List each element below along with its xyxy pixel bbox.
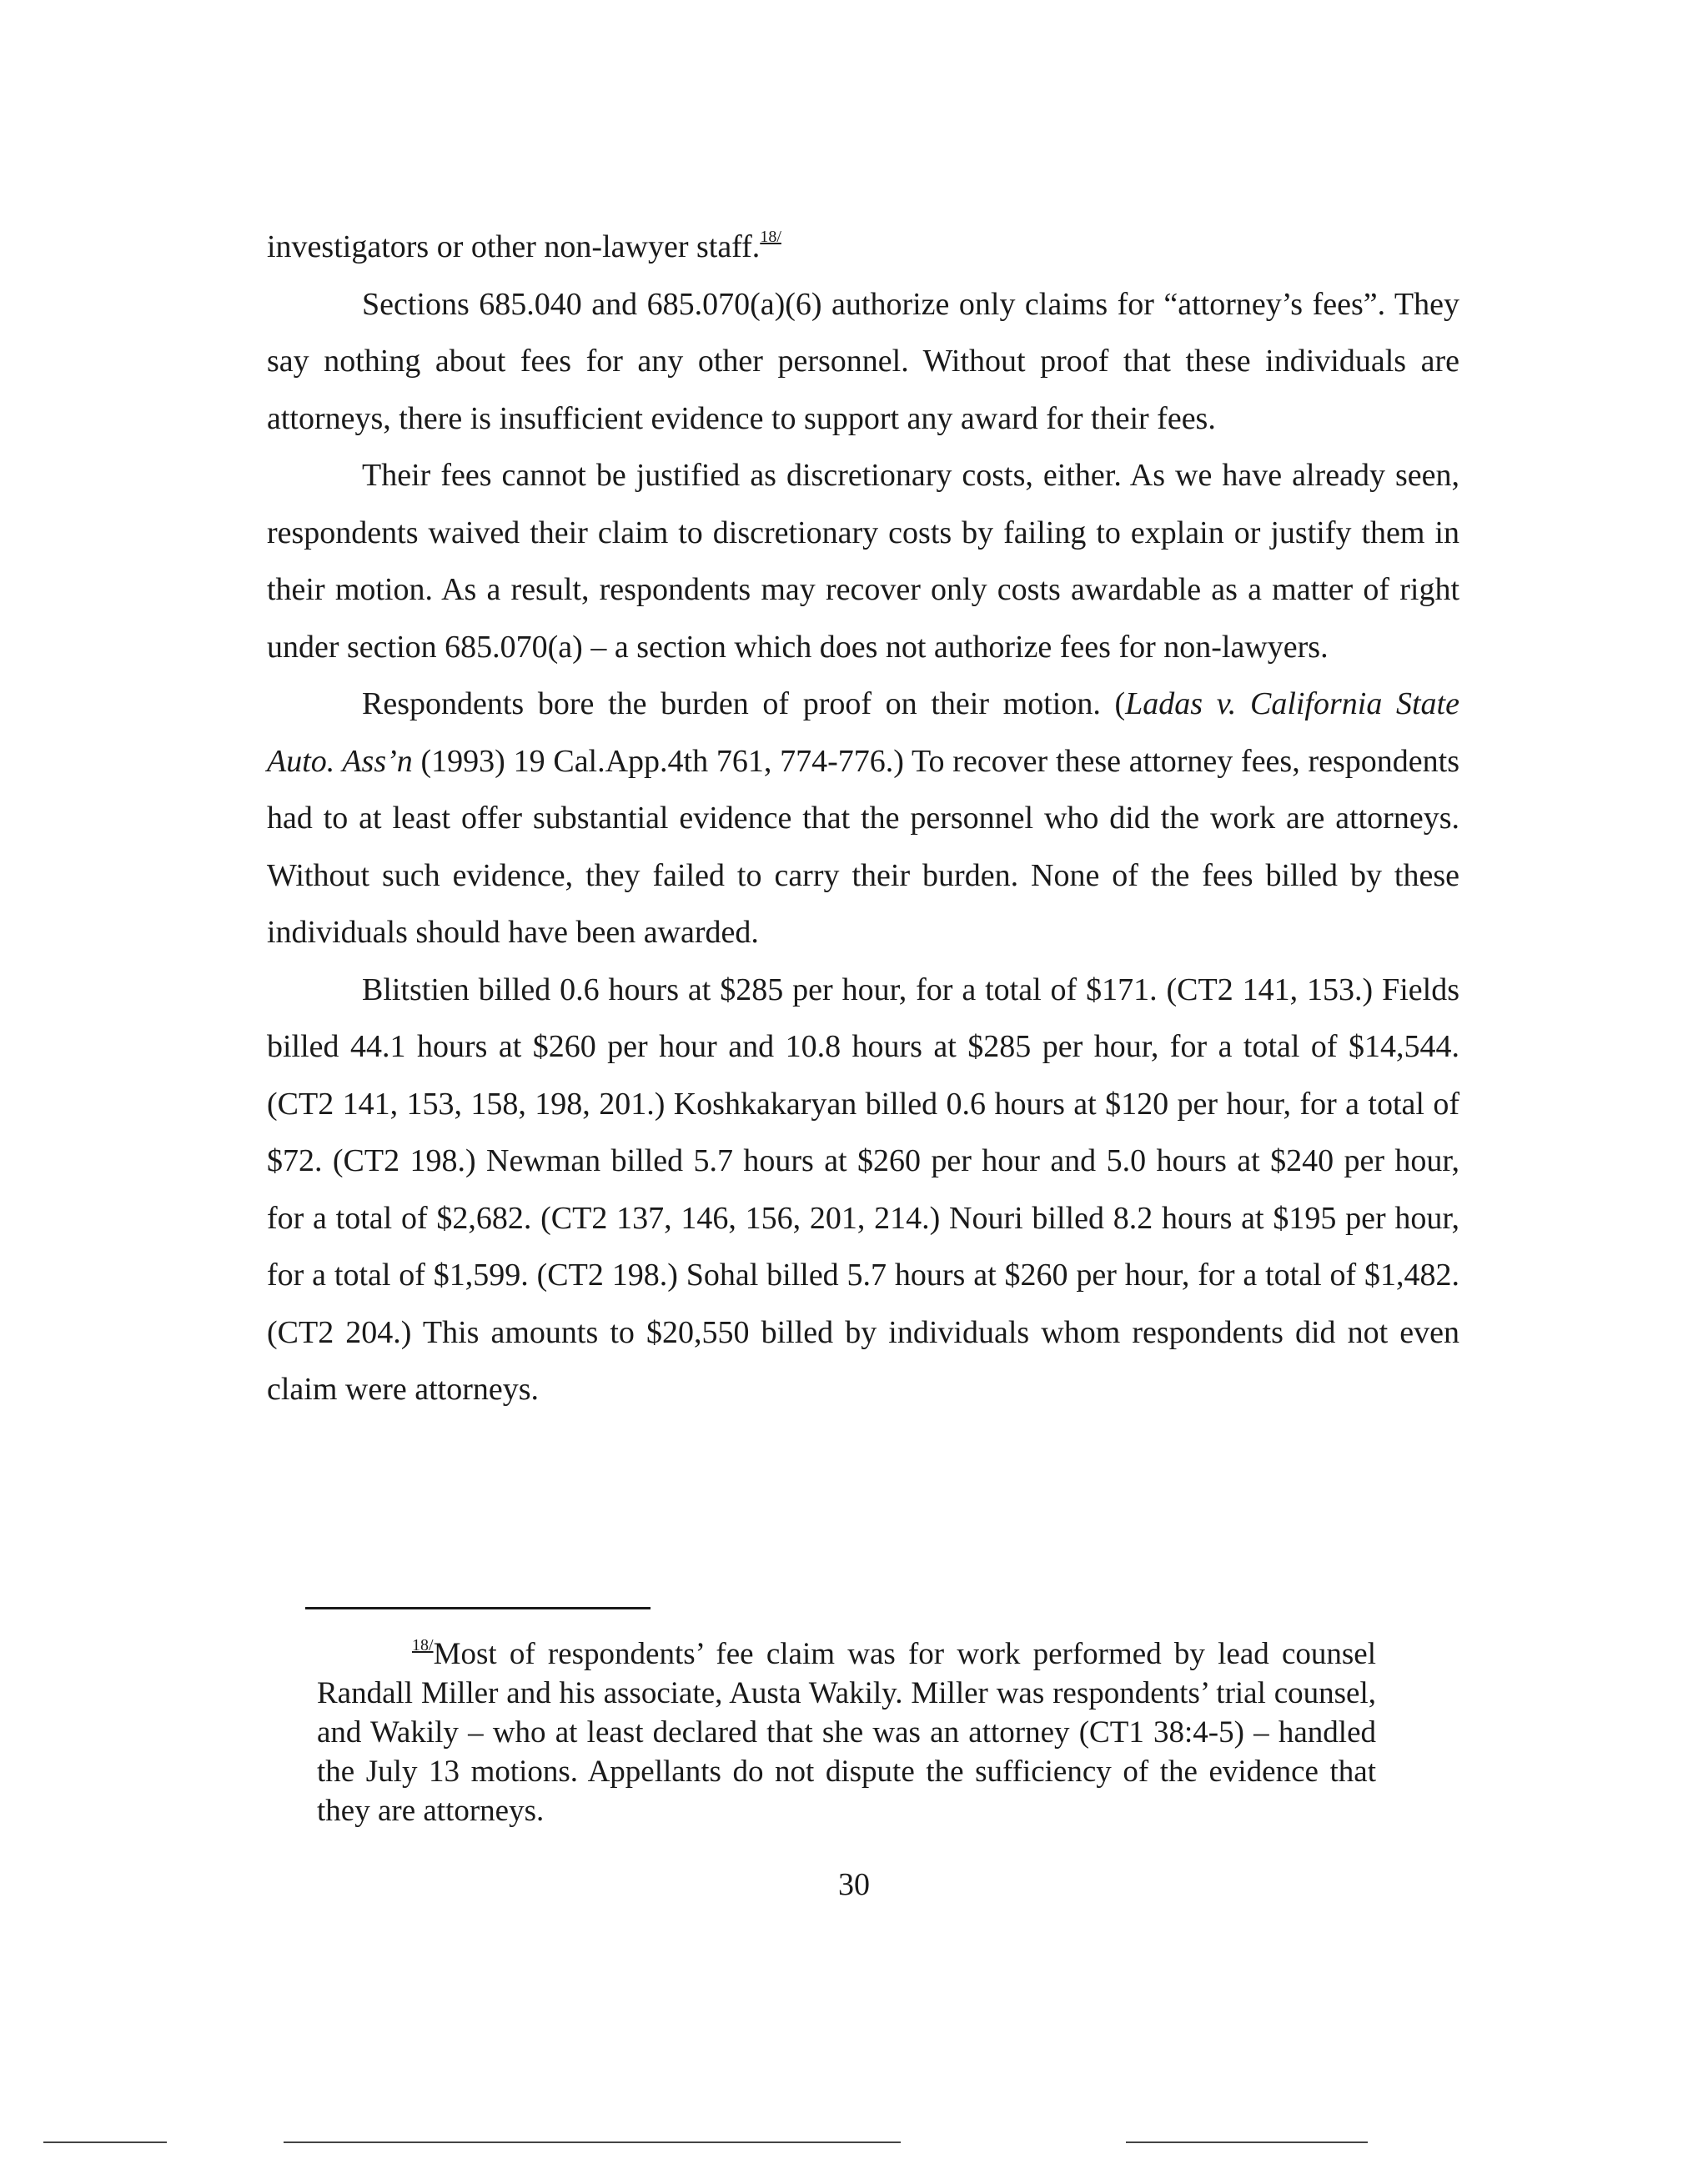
paragraph-text: (1993) 19 Cal.App.4th 761, 774-776.) To recover these attorney fees, respondents had to at least offer substantial evidence that the personnel who did the work are attorneys. Without such evidence, they failed to carry their burden. None of the fees billed by these individuals should have been awarded. [267, 743, 1459, 950]
paragraph [267, 675, 1459, 961]
paragraph-text: Respondents bore the burden of proof on their motion. ( [362, 686, 1126, 721]
paragraph-continuation [267, 218, 1459, 276]
footnote-text: Most of respondents’ fee claim was for work performed by lead counsel Randall Miller and his associate, Austa Wakily. Miller was respondents’ trial counsel, and Wakily – who at least declared that she was an attorney (CT1 38:4-5) – handled the July 13 motions. Appellants do not dispute the sufficiency of the evidence that they are attorneys. [317, 1637, 1376, 1828]
scan-edge-line [1126, 2141, 1368, 2143]
footnote-divider [305, 1607, 651, 1609]
paragraph: Sections 685.040 and 685.070(a)(6) authorize only claims for “attorney’s fees”. They say nothing about fees for any other personnel. Without proof that these individuals are attorneys, there is insufficient evidence to support any award for their fees. [267, 286, 1459, 436]
paragraph: Their fees cannot be justified as discretionary costs, either. As we have already seen, respondents waived their claim to discretionary costs by failing to explain or justify them in their motion. As a result, respondents may recover only costs awardable as a matter of right under section 685.070(a) – a section which does not authorize fees for non-lawyers. [267, 458, 1459, 665]
footnote-reference[interactable]: 18/ [760, 228, 781, 246]
footnote-marker: 18/ [412, 1636, 434, 1654]
scan-edge-line [284, 2141, 901, 2143]
body-text [267, 218, 1459, 1418]
paragraph: Blitstien billed 0.6 hours at $285 per hour, for a total of $171. (CT2 141, 153.) Fields billed 44.1 hours at $260 per hour and 10.8 hours at $285 per hour, for a total of $14,544. (CT2 141, 153, 158, 198, 201.) Koshkakaryan billed 0.6 hours at $120 per hour, for a total of $72. (CT2 198.) Newman billed 5.7 hours at $260 per hour and 5.0 hours at $240 per hour, for a total of $2,682. (CT2 137, 146, 156, 201, 214.) Nouri billed 8.2 hours at $195 per hour, for a total of $1,599. (CT2 198.) Sohal billed 5.7 hours at $260 per hour, for a total of $1,482. (CT2 204.) This amounts to $20,550 billed by individuals whom respondents did not even claim were attorneys. [267, 972, 1459, 1407]
scan-edge-line [43, 2141, 167, 2143]
case-citation: Ladas v. California State Auto. Ass’n [267, 686, 1459, 779]
paragraph-text: investigators or other non-lawyer staff. [267, 229, 761, 264]
footnote [317, 1634, 1376, 1830]
page-number: 30 [838, 1867, 870, 1902]
